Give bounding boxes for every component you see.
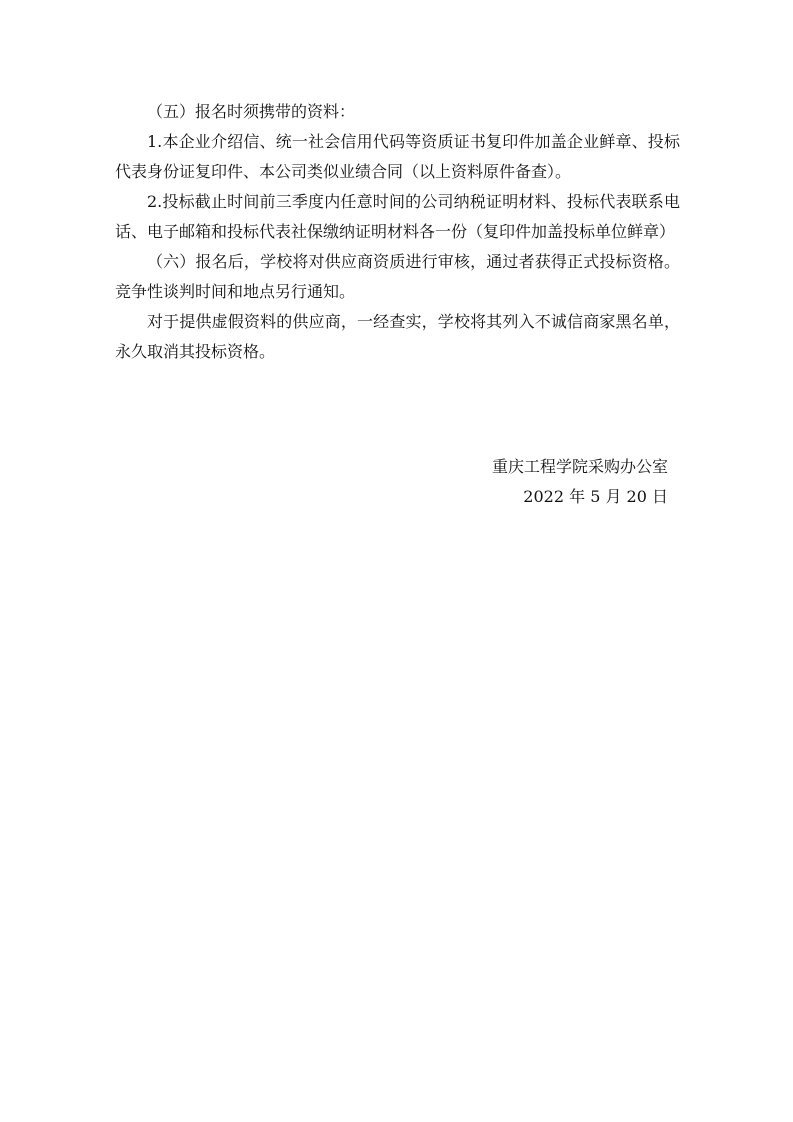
signature-date: 2022 年 5 月 20 日 [523,487,668,506]
paragraph-review-notice: （六）报名后，学校将对供应商资质进行审核，通过者获得正式投标资格。竞争性谈判时间和地点另行通知。 [115,252,680,301]
paragraph-false-info-warning: 对于提供虚假资料的供应商，一经查实，学校将其列入不诚信商家黑名单，永久取消其投标资格。 [115,312,680,361]
signature-block [492,452,668,512]
paragraph-materials-heading: （五）报名时须携带的资料： [147,102,356,121]
paragraph-item-2: 2.投标截止时间前三季度内任意时间的公司纳税证明材料、投标代表联系电话、电子邮箱和投标代表社保缴纳证明材料各一份（复印件加盖投标单位鲜章） [115,192,680,241]
paragraph-item-1: 1.本企业介绍信、统一社会信用代码等资质证书复印件加盖企业鲜章、投标代表身份证复印件、本公司类似业绩合同（以上资料原件备查）。 [115,132,680,181]
signature-organization: 重庆工程学院采购办公室 [491,457,668,476]
document-body [115,97,680,367]
